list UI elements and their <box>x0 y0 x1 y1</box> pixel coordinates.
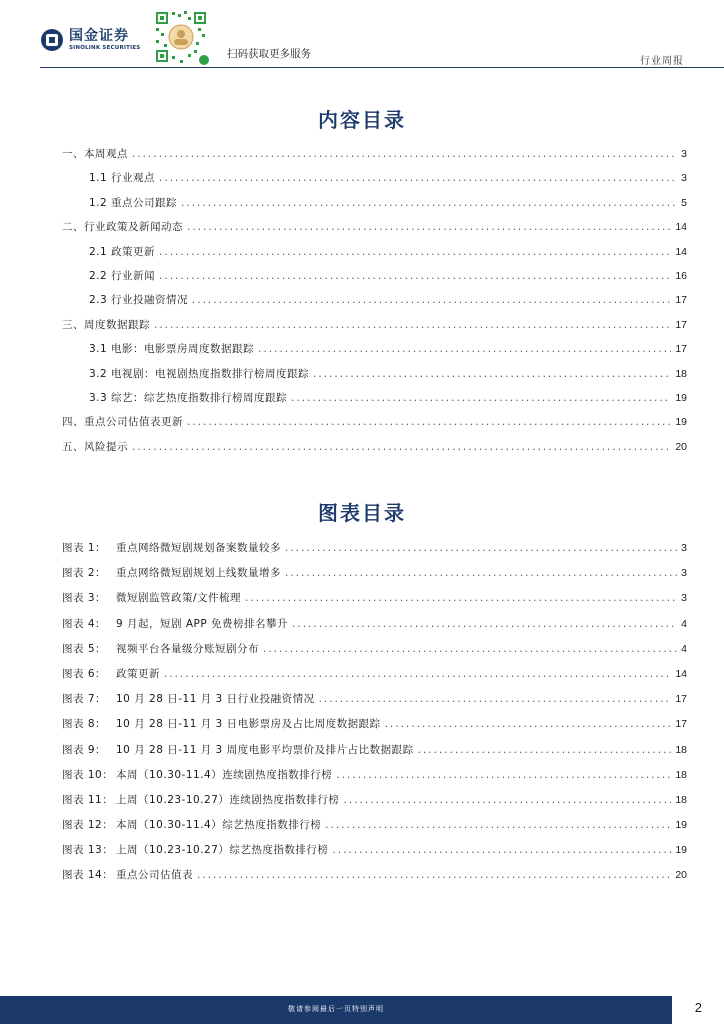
figure-page: 3 <box>681 592 687 605</box>
figure-page: 20 <box>675 869 687 882</box>
report-type-label: 行业周报 <box>640 56 684 67</box>
dot-leader <box>418 744 672 756</box>
figure-page: 18 <box>675 743 687 756</box>
figure-entry[interactable] <box>62 716 687 741</box>
toc-entry-page: 18 <box>675 367 687 380</box>
toc-entry[interactable] <box>62 195 687 219</box>
toc-entry[interactable] <box>62 170 687 194</box>
toc-entry-page: 17 <box>675 294 687 307</box>
page-header <box>0 0 724 70</box>
figure-entry[interactable] <box>62 767 687 792</box>
toc-entry[interactable] <box>62 341 687 365</box>
figure-page: 19 <box>675 819 687 832</box>
page-number: 2 <box>694 1000 702 1015</box>
figure-page: 3 <box>681 567 687 580</box>
figure-title: 本周（10.30-11.4）综艺热度指数排行榜 <box>116 819 322 832</box>
dot-leader <box>154 319 671 331</box>
figure-entry[interactable] <box>62 590 687 615</box>
toc-entry-label: 3.2 电视剧：电视剧热度指数排行榜周度跟踪 <box>89 367 310 380</box>
toc-entry[interactable] <box>62 146 687 170</box>
figures-title: 图表目录 <box>318 501 406 525</box>
figures-list <box>62 540 687 893</box>
dot-leader <box>181 197 677 209</box>
dot-leader <box>325 819 671 831</box>
figure-title: 10 月 28 日-11 月 3 日电影票房及占比周度数据跟踪 <box>116 718 381 731</box>
dot-leader <box>319 693 672 705</box>
toc-entry[interactable] <box>62 439 687 463</box>
dot-leader <box>263 643 677 655</box>
toc-entry[interactable] <box>62 268 687 292</box>
figure-page: 17 <box>675 693 687 706</box>
toc-entry-label: 四、重点公司估值表更新 <box>62 416 183 429</box>
toc-entry[interactable] <box>62 317 687 341</box>
figure-number: 图表 13： <box>62 844 114 857</box>
dot-leader <box>285 542 677 554</box>
dot-leader <box>313 368 671 380</box>
figure-number: 图表 8： <box>62 718 107 731</box>
toc-entry-page: 17 <box>675 343 687 356</box>
figure-number: 图表 14： <box>62 869 114 882</box>
toc-title: 内容目录 <box>318 108 406 132</box>
figure-title: 视频平台各量级分账短剧分布 <box>116 642 259 655</box>
toc-entry-page: 14 <box>675 245 687 258</box>
toc-entry-label: 一、本周观点 <box>62 148 128 160</box>
toc-entry-page: 5 <box>681 196 687 209</box>
toc-entry-page: 3 <box>681 148 687 160</box>
figure-title: 本周（10.30-11.4）连续剧热度指数排行榜 <box>116 768 333 781</box>
dot-leader <box>385 718 672 730</box>
figure-title: 9 月起，短剧 APP 免费榜排名攀升 <box>116 617 289 630</box>
dot-leader <box>291 392 671 404</box>
toc-entry-label: 1.2 重点公司跟踪 <box>89 196 178 209</box>
dot-leader <box>285 567 677 579</box>
figure-number: 图表 2： <box>62 567 107 580</box>
figure-entry[interactable] <box>62 867 687 892</box>
figure-entry[interactable] <box>62 691 687 716</box>
dot-leader <box>159 270 671 282</box>
dot-leader <box>187 221 671 233</box>
toc-entry-page: 20 <box>675 440 687 453</box>
toc-entry-page: 3 <box>681 172 687 185</box>
figure-entry[interactable] <box>62 742 687 767</box>
figure-title: 重点网络微短剧规划备案数量较多 <box>116 542 281 554</box>
toc-entry[interactable] <box>62 366 687 390</box>
figure-entry[interactable] <box>62 616 687 641</box>
toc-entry-page: 14 <box>675 221 687 234</box>
wechat-qr-code-icon[interactable] <box>152 8 210 66</box>
toc-entry-label: 二、行业政策及新闻动态 <box>62 221 183 234</box>
figure-number: 图表 10： <box>62 768 114 781</box>
header-divider <box>40 67 724 68</box>
dot-leader <box>164 668 671 680</box>
figure-page: 14 <box>675 667 687 680</box>
dot-leader <box>159 246 671 258</box>
figure-entry[interactable] <box>62 842 687 867</box>
toc-entry-label: 五、风险提示 <box>62 440 128 453</box>
figure-title: 重点公司估值表 <box>116 869 193 882</box>
figure-title: 重点网络微短剧规划上线数量增多 <box>116 567 281 580</box>
figure-title: 上周（10.23-10.27）综艺热度指数排行榜 <box>116 844 329 857</box>
toc-entry-label: 3.3 综艺：综艺热度指数排行榜周度跟踪 <box>89 391 288 404</box>
figure-entry[interactable] <box>62 641 687 666</box>
dot-leader <box>292 618 677 630</box>
figure-title: 10 月 28 日-11 月 3 周度电影平均票价及排片占比数据跟踪 <box>116 743 414 756</box>
toc-entry-label: 三、周度数据跟踪 <box>62 318 150 331</box>
toc-entry-label: 2.1 政策更新 <box>89 245 156 258</box>
figure-entry[interactable] <box>62 565 687 590</box>
figure-number: 图表 6： <box>62 667 107 680</box>
figure-number: 图表 11： <box>62 793 114 806</box>
dot-leader <box>258 343 671 355</box>
dot-leader <box>336 769 671 781</box>
figure-page: 4 <box>681 617 687 630</box>
figure-page: 4 <box>681 642 687 655</box>
toc-entry[interactable] <box>62 244 687 268</box>
figure-title: 10 月 28 日-11 月 3 日行业投融资情况 <box>116 693 315 706</box>
figure-title: 政策更新 <box>116 667 160 680</box>
figure-page: 3 <box>681 542 687 554</box>
dot-leader <box>197 869 671 881</box>
toc-entry[interactable] <box>62 219 687 243</box>
toc-entry-label: 2.2 行业新闻 <box>89 269 156 282</box>
figure-page: 17 <box>675 718 687 731</box>
figure-number: 图表 1： <box>62 542 107 554</box>
toc-entry-label: 3.1 电影：电影票房周度数据跟踪 <box>89 343 255 356</box>
footer-disclaimer: 敬请参阅最后一页特别声明 <box>288 1005 384 1013</box>
toc-entry[interactable] <box>62 292 687 316</box>
figure-page: 18 <box>675 793 687 806</box>
dot-leader <box>159 172 677 184</box>
dot-leader <box>343 794 671 806</box>
figure-entry[interactable] <box>62 792 687 817</box>
figure-entry[interactable] <box>62 817 687 842</box>
dot-leader <box>332 844 671 856</box>
toc-entry-page: 17 <box>675 318 687 331</box>
logo-chinese-name: 国金证券 <box>69 28 129 44</box>
figure-number: 图表 3： <box>62 592 107 605</box>
figure-number: 图表 7： <box>62 693 107 706</box>
figure-number: 图表 5： <box>62 642 107 655</box>
sinolink-logo-icon <box>40 28 64 52</box>
toc-entry-page: 19 <box>675 391 687 404</box>
figure-title: 上周（10.23-10.27）连续剧热度指数排行榜 <box>116 793 340 806</box>
logo-english-name: SINOLINK SECURITIES <box>69 45 141 51</box>
figure-entry[interactable] <box>62 540 687 565</box>
dot-leader <box>192 294 671 306</box>
dot-leader <box>132 441 671 453</box>
toc-entry-label: 1.1 行业观点 <box>89 172 156 185</box>
figure-entry[interactable] <box>62 666 687 691</box>
dot-leader <box>187 416 671 428</box>
dot-leader <box>132 148 677 160</box>
figure-page: 18 <box>675 768 687 781</box>
figure-number: 图表 9： <box>62 743 107 756</box>
sinolink-logo <box>40 28 140 52</box>
toc-entry[interactable] <box>62 390 687 414</box>
contents-list <box>62 146 687 463</box>
toc-entry-page: 19 <box>675 416 687 429</box>
figure-number: 图表 4： <box>62 617 107 630</box>
toc-entry-label: 2.3 行业投融资情况 <box>89 294 189 307</box>
dot-leader <box>245 592 677 604</box>
toc-entry-page: 16 <box>675 269 687 282</box>
scan-for-services-text: 扫码获取更多服务 <box>227 48 311 60</box>
figure-page: 19 <box>675 844 687 857</box>
toc-entry[interactable] <box>62 414 687 438</box>
figure-title: 微短剧监管政策/文件梳理 <box>116 592 242 605</box>
figure-number: 图表 12： <box>62 819 114 832</box>
